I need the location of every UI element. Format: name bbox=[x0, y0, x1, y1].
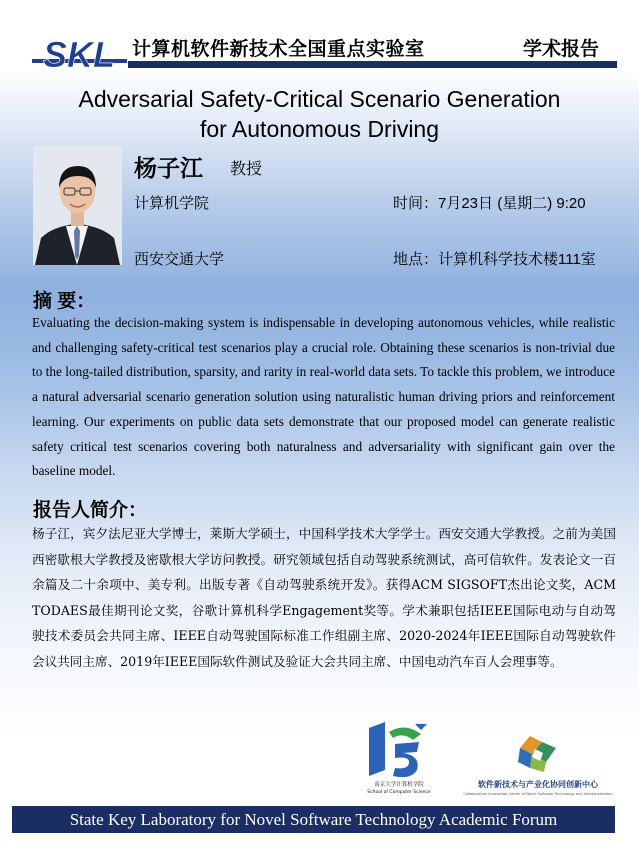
header-rule bbox=[128, 61, 617, 68]
svg-text:软件新技术与产业化协同创新中心: 软件新技术与产业化协同创新中心 bbox=[478, 780, 598, 789]
speaker-name: 杨子江 bbox=[134, 155, 203, 182]
talk-title-line2: for Autonomous Driving bbox=[199, 116, 440, 142]
speaker-photo bbox=[33, 146, 122, 265]
abstract-text: Evaluating the decision-making system is indispensable in developing autonomous vehicles, while realistic and challenging safety-critical test scenarios play a crucial role. Obtaining these scenarios is non-trivial due to the long-tailed distribution, sparsity, and rarity in real-world data sets. To tackle this problem, we introduce a natural adversarial scenario generation solution using naturalistic human driving priors and reinforcement learning. Our experiments on public data sets demonstrate that our proposed model can generate realistic safety critical test scenarios covering both naturalness and adversariality with significant gain over the baseline model. bbox=[32, 315, 615, 479]
svg-text:南京大学计算机学院: 南京大学计算机学院 bbox=[374, 782, 424, 788]
skl-logo bbox=[32, 33, 127, 73]
speaker-title: 教授 bbox=[230, 161, 263, 178]
bio-text: 杨子江，宾夕法尼亚大学博士，莱斯大学硕士，中国科学技术大学学士。西安交通大学教授。之前为美国西密歇根大学教授及密歇根大学访问教授。研究领域包括自动驾驶系统测试，高可信软件。发表论文一百余篇及二十余项中、美专利。出版专著《自动驾驶系统开发》。获得ACM SIGSOFT杰出论文奖，ACM TODAES最佳期刊论文奖，谷歌计算机科学Engagement奖等。学术兼职包括IEEE国际电动与自动驾驶技术委员会共同主席、IEEE自动驾驶国际标准工作组副主席、2020-2024年IEEE国际自动驾驶软件会议共同主席、2019年IEEE国际软件测试及验证大会共同主席、中国电动汽车百人会理事等。 bbox=[32, 526, 616, 669]
footer-bar bbox=[12, 806, 615, 833]
speaker-department: 计算机学院 bbox=[134, 195, 210, 212]
svg-text:SKL: SKL bbox=[43, 34, 115, 73]
lab-name: 计算机软件新技术全国重点实验室 bbox=[132, 39, 425, 60]
svg-text:School of Computer Science: School of Computer Science bbox=[367, 790, 431, 795]
speaker-university: 西安交通大学 bbox=[134, 251, 225, 268]
abstract-heading: 摘 要： bbox=[33, 291, 96, 312]
header-tag: 学术报告 bbox=[523, 39, 600, 60]
talk-title bbox=[0, 84, 639, 144]
talk-title-line1: Adversarial Safety-Critical Scenario Generation bbox=[78, 86, 561, 112]
talk-venue: 地点：计算机科学技术楼111室 bbox=[393, 251, 596, 268]
innovation-center-logo bbox=[463, 732, 613, 800]
talk-time: 时间：7月23日 (星期二) 9:20 bbox=[393, 195, 586, 212]
svg-text:Collaborative Innovation Cente: Collaborative Innovation Center of Novel Software Technology and Industrialization bbox=[463, 792, 613, 796]
footer-text: State Key Laboratory for Novel Software Technology Academic Forum bbox=[69, 810, 558, 829]
bio-heading: 报告人简介： bbox=[33, 500, 148, 521]
cs-school-logo bbox=[355, 718, 443, 796]
